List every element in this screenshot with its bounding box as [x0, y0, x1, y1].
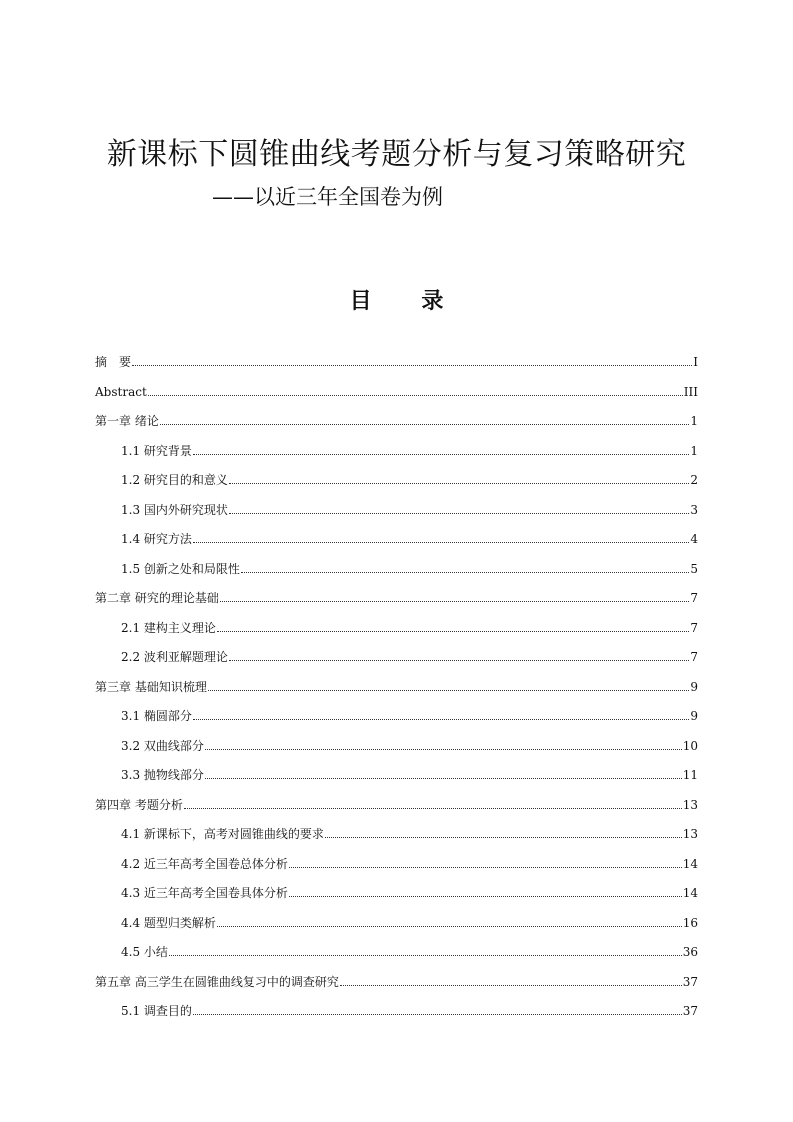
toc-page-number: 13	[682, 797, 698, 812]
toc-dot-leader	[193, 718, 689, 720]
toc-dot-leader	[193, 453, 689, 455]
toc-page-number: 7	[690, 650, 698, 664]
toc-entry[interactable]	[121, 557, 698, 577]
toc-entry[interactable]	[121, 527, 698, 547]
toc-entry[interactable]	[95, 380, 698, 400]
toc-entry[interactable]	[121, 852, 698, 872]
toc-entry-label: 3.1 椭圆部分	[121, 709, 192, 723]
toc-dot-leader	[193, 1013, 682, 1015]
toc-entry-label: 第三章 基础知识梳理	[95, 679, 207, 694]
toc-entry-label: 4.4 题型归类解析	[121, 915, 216, 930]
toc-entry-label: 2.1 建构主义理论	[121, 620, 216, 635]
toc-entry-label: 3.3 抛物线部分	[121, 768, 204, 782]
toc-page-number: III	[683, 384, 698, 399]
toc-entry-label: 第五章 高三学生在圆锥曲线复习中的调查研究	[95, 974, 339, 989]
toc-entry-label: 第四章 考题分析	[95, 797, 183, 812]
toc-heading: 目 录	[349, 289, 444, 314]
toc-page-number: 14	[682, 856, 698, 871]
toc-page-number: 5	[690, 561, 698, 576]
toc-page-number: 7	[690, 620, 698, 635]
toc-page-number: 4	[690, 532, 698, 546]
toc-dot-leader	[169, 954, 682, 956]
toc-entry-label: 2.2 波利亚解题理论	[121, 650, 228, 664]
toc-entry[interactable]	[95, 793, 698, 813]
toc-page-number: 10	[682, 738, 698, 753]
toc-entry-label: 1.1 研究背景	[121, 443, 192, 458]
toc-entry[interactable]	[121, 822, 698, 842]
toc-page-number: 13	[682, 827, 698, 841]
toc-entry-label: 5.1 调查目的	[121, 1004, 192, 1018]
toc-page-number: 37	[682, 1004, 698, 1018]
toc-page-number: 14	[682, 886, 698, 900]
toc-entry-label: 1.2 研究目的和意义	[121, 473, 228, 487]
toc-entry-label: Abstract	[95, 384, 147, 399]
toc-entry[interactable]	[121, 704, 698, 724]
document-title: 新课标下圆锥曲线考题分析与复习策略研究	[106, 137, 687, 172]
toc-entry-label: 摘 要	[95, 355, 132, 369]
toc-dot-leader	[325, 836, 682, 838]
toc-entry[interactable]	[95, 409, 698, 429]
toc-page-number: 1	[690, 414, 698, 428]
toc-page-number: 2	[690, 473, 698, 487]
toc-page-number: 9	[690, 709, 698, 723]
toc-entry-label: 4.2 近三年高考全国卷总体分析	[121, 856, 288, 871]
toc-page-number: 11	[682, 768, 698, 782]
toc-entry-label: 1.4 研究方法	[121, 532, 192, 546]
toc-dot-leader	[229, 512, 689, 514]
toc-entry[interactable]	[95, 586, 698, 606]
toc-entry[interactable]	[95, 350, 698, 370]
toc-dot-leader	[229, 659, 689, 661]
toc-page-number: 9	[690, 679, 698, 694]
toc-dot-leader	[132, 364, 692, 366]
toc-dot-leader	[217, 925, 682, 927]
toc-page-number: 16	[682, 915, 698, 930]
toc-dot-leader	[289, 866, 682, 868]
toc-entry[interactable]	[121, 999, 698, 1019]
toc-page-number: 37	[682, 974, 698, 989]
toc-dot-leader	[217, 630, 689, 632]
toc-page-number: I	[693, 355, 698, 369]
toc-entry[interactable]	[121, 645, 698, 665]
toc-entry[interactable]	[121, 911, 698, 931]
toc-entry-label: 第一章 绪论	[95, 414, 159, 428]
toc-dot-leader	[148, 394, 683, 396]
toc-dot-leader	[205, 748, 682, 750]
toc-entry[interactable]	[95, 970, 698, 990]
toc-entry-label: 1.3 国内外研究现状	[121, 502, 228, 517]
toc-entry-label: 4.3 近三年高考全国卷具体分析	[121, 886, 288, 900]
toc-entry[interactable]	[121, 734, 698, 754]
toc-entry-label: 4.5 小结	[121, 945, 168, 959]
toc-entry[interactable]	[121, 498, 698, 518]
toc-dot-leader	[205, 777, 682, 779]
toc-page-number: 36	[682, 945, 698, 959]
toc-entry[interactable]	[121, 940, 698, 960]
toc-dot-leader	[340, 984, 682, 986]
toc-dot-leader	[241, 571, 689, 573]
toc-entry[interactable]	[95, 675, 698, 695]
toc-entry[interactable]	[121, 616, 698, 636]
toc-dot-leader	[193, 541, 689, 543]
toc-entry[interactable]	[121, 881, 698, 901]
toc-dot-leader	[229, 482, 689, 484]
toc-dot-leader	[184, 807, 682, 809]
toc-entry-label: 4.1 新课标下，高考对圆锥曲线的要求	[121, 827, 324, 841]
toc-entry[interactable]	[121, 439, 698, 459]
toc-dot-leader	[160, 423, 690, 425]
toc-dot-leader	[289, 895, 682, 897]
toc-page-number: 3	[690, 502, 698, 517]
toc-entry-label: 1.5 创新之处和局限性	[121, 561, 240, 576]
toc-page-number: 1	[690, 443, 698, 458]
toc-entry[interactable]	[121, 763, 698, 783]
toc-dot-leader	[220, 600, 690, 602]
toc-page-number: 7	[690, 591, 698, 605]
toc-dot-leader	[208, 689, 690, 691]
toc-entry[interactable]	[121, 468, 698, 488]
document-subtitle: ——以近三年全国卷为例	[212, 185, 443, 209]
toc-entry-label: 3.2 双曲线部分	[121, 738, 204, 753]
toc-entry-label: 第二章 研究的理论基础	[95, 591, 219, 605]
